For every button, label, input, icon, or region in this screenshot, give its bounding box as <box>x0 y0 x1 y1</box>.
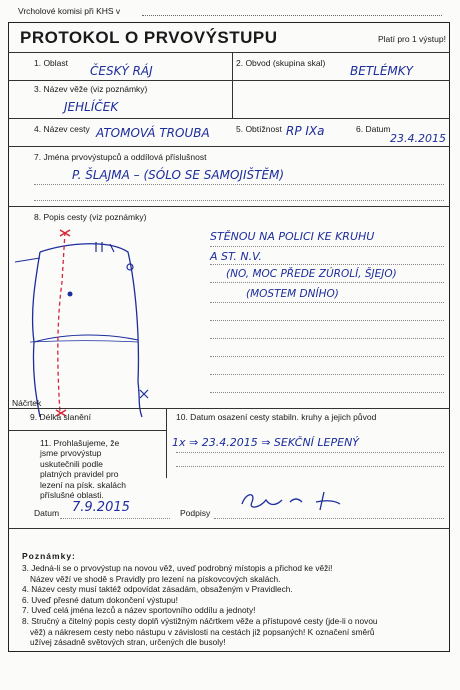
dotted-line <box>210 302 444 303</box>
area-label: 1. Oblast <box>34 58 69 68</box>
anchors-label: 10. Datum osazení cesty stabiln. kruhy a jejich původ <box>176 412 377 422</box>
signature-label: Podpisy <box>180 508 211 518</box>
grade-value: RP IXa <box>286 124 325 138</box>
footer-date-value: 7.9.2015 <box>72 500 130 515</box>
tower-label: 3. Název věže (viz poznámky) <box>34 84 148 94</box>
area-value: ČESKÝ RÁJ <box>90 64 153 78</box>
note-item: 7. Uveď celá jména lezců a název sportovního oddílu a jednoty! <box>22 605 256 616</box>
dotted-line <box>210 246 444 247</box>
dotted-line <box>34 200 444 201</box>
sketch-label: Náčrtek <box>12 398 42 408</box>
divider <box>8 408 450 409</box>
divider <box>8 146 450 147</box>
divider <box>8 52 450 53</box>
note-item: Název věží ve shodě s Pravidly pro lezení na pískovcových skalách. <box>30 573 281 584</box>
divider <box>8 206 450 207</box>
valid-note: Platí pro 1 výstup! <box>377 34 446 44</box>
dotted-line <box>210 338 444 339</box>
note-item: 3. Jedná-li se o prvovýstup na novou věž, uveď podrobný místopis a přichod ke věži! <box>22 563 333 573</box>
issuer-line-label: Vrcholové komisi při KHS v <box>18 6 121 16</box>
divider <box>8 118 450 119</box>
dotted-line <box>210 282 444 283</box>
dotted-line <box>176 452 444 453</box>
climbers-value: P. ŠLAJMA – (SÓLO SE SAMOJIŠTĚM) <box>72 168 285 182</box>
dotted-line <box>210 392 444 393</box>
divider <box>232 80 233 118</box>
description-label: 8. Popis cesty (viz poznámky) <box>34 212 147 222</box>
notes-list <box>22 563 447 648</box>
dotted-line <box>176 466 444 467</box>
route-value: ATOMOVÁ TROUBA <box>96 126 210 140</box>
note-item: 4. Název cesty musí taktéž odpovídat zásadám, obsaženým v Pravidlech. <box>22 584 293 595</box>
dotted-line <box>34 184 444 185</box>
anchors-value: 1x ⇒ 23.4.2015 ⇒ SEKČNÍ LEPENÝ <box>172 436 360 449</box>
belay-label: 9. Délka slanění <box>30 412 91 422</box>
issuer-blank <box>142 15 442 16</box>
dotted-line <box>210 374 444 375</box>
description-line: A ST. N.V. <box>210 250 262 263</box>
description-line: (NO, MOC PŘEDE ZÚROLÍ, ŠJEJO) <box>226 268 397 280</box>
note-item: věž) a nákresem cesty nebo nástupu v závislosti na cestách již popsaných! K označení směrů <box>30 626 375 637</box>
dotted-line <box>210 264 444 265</box>
note-item: 8. Stručný a čitelný popis cesty doplň výstižným náčrtkem věže a přístupové cesty (jde-li o novou <box>22 615 378 626</box>
tower-value: JEHLÍČEK <box>64 100 119 114</box>
declaration-text: 11. Prohlašujeme, že jsme prvovýstup uskutečnili podle platných pravidel pro lezení na písk. skalách příslušné oblasti. <box>40 438 126 501</box>
district-value: BETLÉMKY <box>350 64 413 78</box>
grade-label: 5. Obtížnost <box>236 124 282 134</box>
footer-date-label: Datum <box>34 508 60 518</box>
description-line: (MOSTEM DNÍHO) <box>246 288 339 300</box>
signature-image <box>236 488 356 514</box>
page-title: PROTOKOL O PRVOVÝSTUPU <box>20 28 278 47</box>
route-sketch <box>10 222 170 422</box>
route-label: 4. Název cesty <box>34 124 90 134</box>
note-item: užívej zásadně světových stran, určených dle busoly! <box>30 637 226 648</box>
divider <box>166 408 167 478</box>
divider <box>232 52 233 80</box>
date-value: 23.4.2015 <box>390 132 446 145</box>
climbers-label: 7. Jména prvovýstupců a oddílová příslušnost <box>34 152 207 162</box>
note-item: 6. Uveď přesné datum dokončení výstupu! <box>22 594 178 605</box>
dotted-line <box>60 518 170 519</box>
divider <box>8 80 450 81</box>
dotted-line <box>210 320 444 321</box>
date-label: 6. Datum <box>356 124 391 134</box>
district-label: 2. Obvod (skupina skal) <box>236 58 326 68</box>
dotted-line <box>214 518 444 519</box>
divider <box>8 528 450 529</box>
description-line: STĚNOU NA POLICI KE KRUHU <box>210 230 375 243</box>
notes-title: Poznámky: <box>22 551 76 561</box>
dotted-line <box>210 356 444 357</box>
divider <box>8 430 166 431</box>
